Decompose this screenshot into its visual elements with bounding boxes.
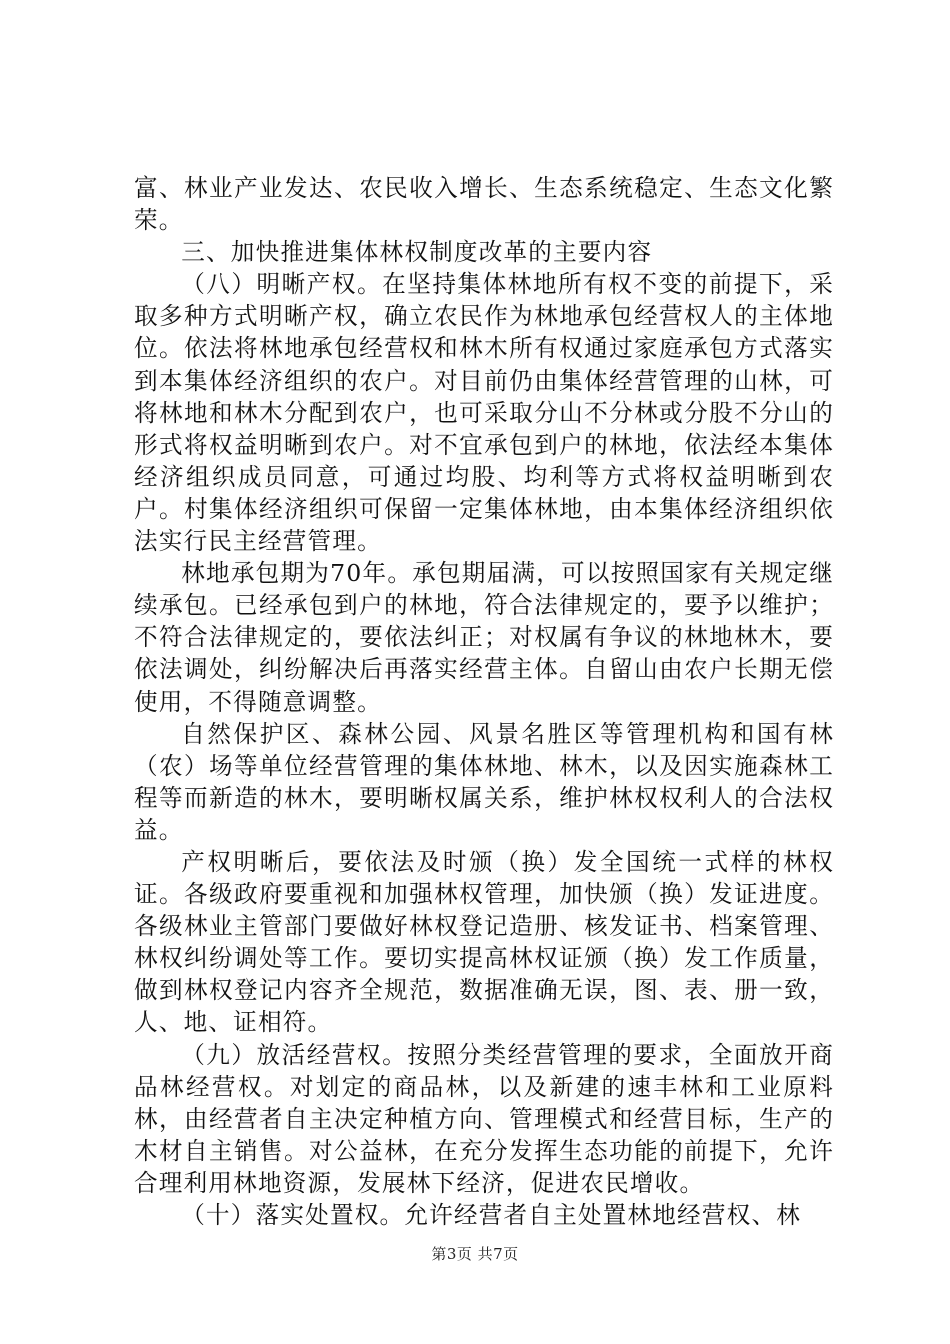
page-footer: 第3页 共7页 [431, 1245, 519, 1263]
paragraph-operating-rights: （九）放活经营权。按照分类经营管理的要求，全面放开商品林经营权。对划定的商品林，以及新建的速丰林和工业原料林，由经营者自主决定种植方向、管理模式和经营目标，生产的木材自主销售。对公益林，在充分发挥生态功能的前提下，允许合理利用林地资源，发展林下经济，促进农民增收。 [134, 1040, 834, 1197]
paragraph-continuation: 富、林业产业发达、农民收入增长、生态系统稳定、生态文化繁荣。 [134, 174, 834, 235]
paragraph-forest-certificate: 产权明晰后，要依法及时颁（换）发全国统一式样的林权证。各级政府要重视和加强林权管理，加快颁（换）发证进度。各级林业主管部门要做好林权登记造册、核发证书、档案管理、林权纠纷调处等工作。要切实提高林权证颁（换）发工作质量，做到林权登记内容齐全规范，数据准确无误，图、表、册一致，人、地、证相符。 [134, 847, 834, 1037]
paragraph-disposal-rights: （十）落实处置权。允许经营者自主处置林地经营权、林 [181, 1201, 802, 1229]
section-heading: 三、加快推进集体林权制度改革的主要内容 [181, 238, 653, 267]
paragraph-protected-areas: 自然保护区、森林公园、风景名胜区等管理机构和国有林（农）场等单位经营管理的集体林地、林木，以及因实施森林工程等而新造的林木，要明晰权属关系，维护林权权利人的合法权益。 [134, 719, 834, 844]
paragraph-contract-period: 林地承包期为70年。承包期届满，可以按照国家有关规定继续承包。已经承包到户的林地，符合法律规定的，要予以维护；不符合法律规定的，要依法纠正；对权属有争议的林地林木，要依法调处，纠纷解决后再落实经营主体。自留山由农户长期无偿使用，不得随意调整。 [134, 559, 834, 716]
document-body [134, 172, 834, 1231]
paragraph-property-rights: （八）明晰产权。在坚持集体林地所有权不变的前提下，采取多种方式明晰产权，确立农民作为林地承包经营权人的主体地位。依法将林地承包经营权和林木所有权通过家庭承包方式落实到本集体经济组织的农户。对目前仍由集体经营管理的山林，可将林地和林木分配到农户，也可采取分山不分林或分股不分山的形式将权益明晰到农户。对不宜承包到户的林地，依法经本集体经济组织成员同意，可通过均股、均利等方式将权益明晰到农户。村集体经济组织可保留一定集体林地，由本集体经济组织依法实行民主经营管理。 [134, 270, 834, 556]
